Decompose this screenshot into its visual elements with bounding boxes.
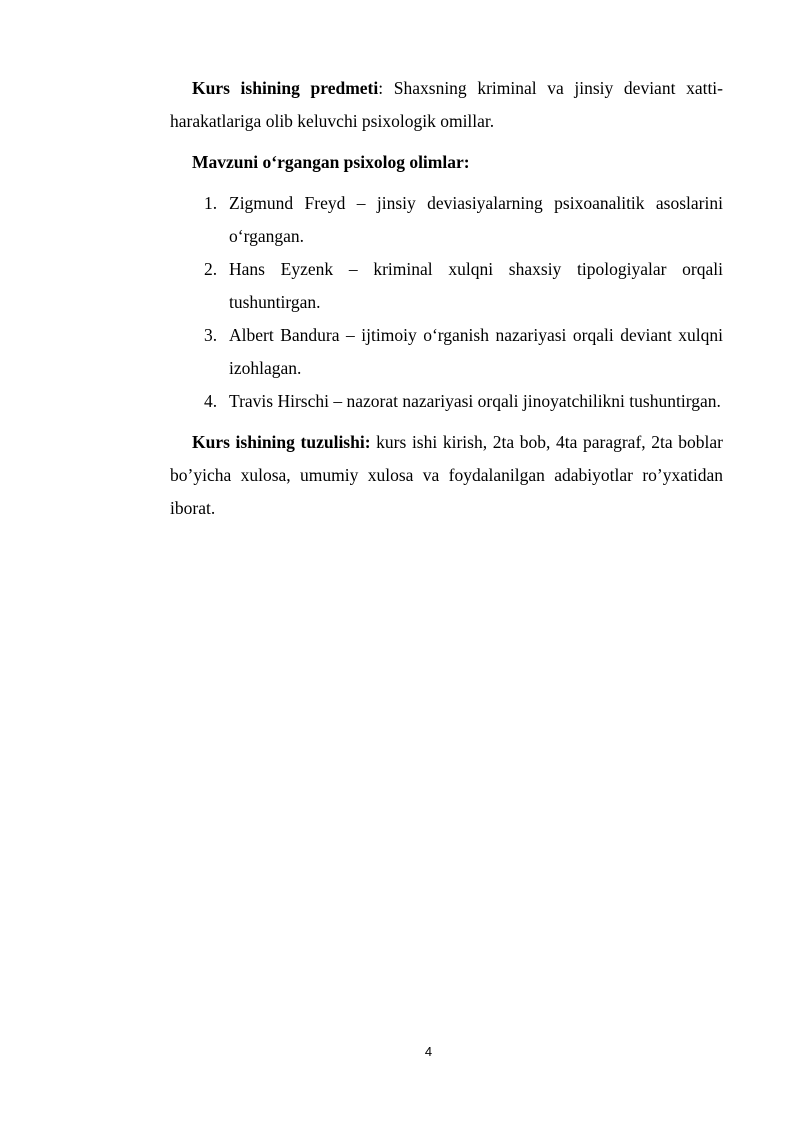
list-item (170, 253, 723, 319)
list-item-text: Zigmund Freyd – jinsiy deviasiyalarning psixoanalitik asoslarini o‘rgangan. (229, 193, 723, 246)
tuzilishi-label: Kurs ishining tuzulishi: (192, 432, 371, 452)
list-item (170, 187, 723, 253)
scientists-heading: Mavzuni o‘rgangan psixolog olimlar: (192, 152, 470, 172)
list-item-number: 3. (204, 325, 218, 345)
tuzilishi-text: kurs ishi kirish, 2ta bob, 4ta paragraf, 2ta boblar bo’yicha xulosa, umumiy xulosa va foydalanilgan adabiyotlar ro’yxatidan iborat. (170, 432, 723, 518)
list-item-number: 4. (204, 391, 218, 411)
list-item-text: Travis Hirschi – nazorat nazariyasi orqali jinoyatchilikni tushuntirgan. (229, 391, 721, 411)
page-number: 4 (424, 1044, 433, 1059)
list-item-text: Hans Eyzenk – kriminal xulqni shaxsiy tipologiyalar orqali tushuntirgan. (229, 259, 723, 312)
list-item-text: Albert Bandura – ijtimoiy o‘rganish nazariyasi orqali deviant xulqni izohlagan. (229, 325, 723, 378)
list-item (170, 385, 723, 418)
paragraph-tuzilishi (170, 426, 723, 525)
page-content (170, 72, 723, 525)
list-item-number: 2. (204, 259, 218, 279)
scientists-list (170, 187, 723, 418)
paragraph-predmet (170, 72, 723, 138)
predmet-label: Kurs ishining predmeti (192, 78, 379, 98)
list-item-number: 1. (204, 193, 218, 213)
predmet-text: : Shaxsning kriminal va jinsiy deviant xatti-harakatlariga olib keluvchi psixologik omillar. (170, 78, 723, 131)
list-item (170, 319, 723, 385)
